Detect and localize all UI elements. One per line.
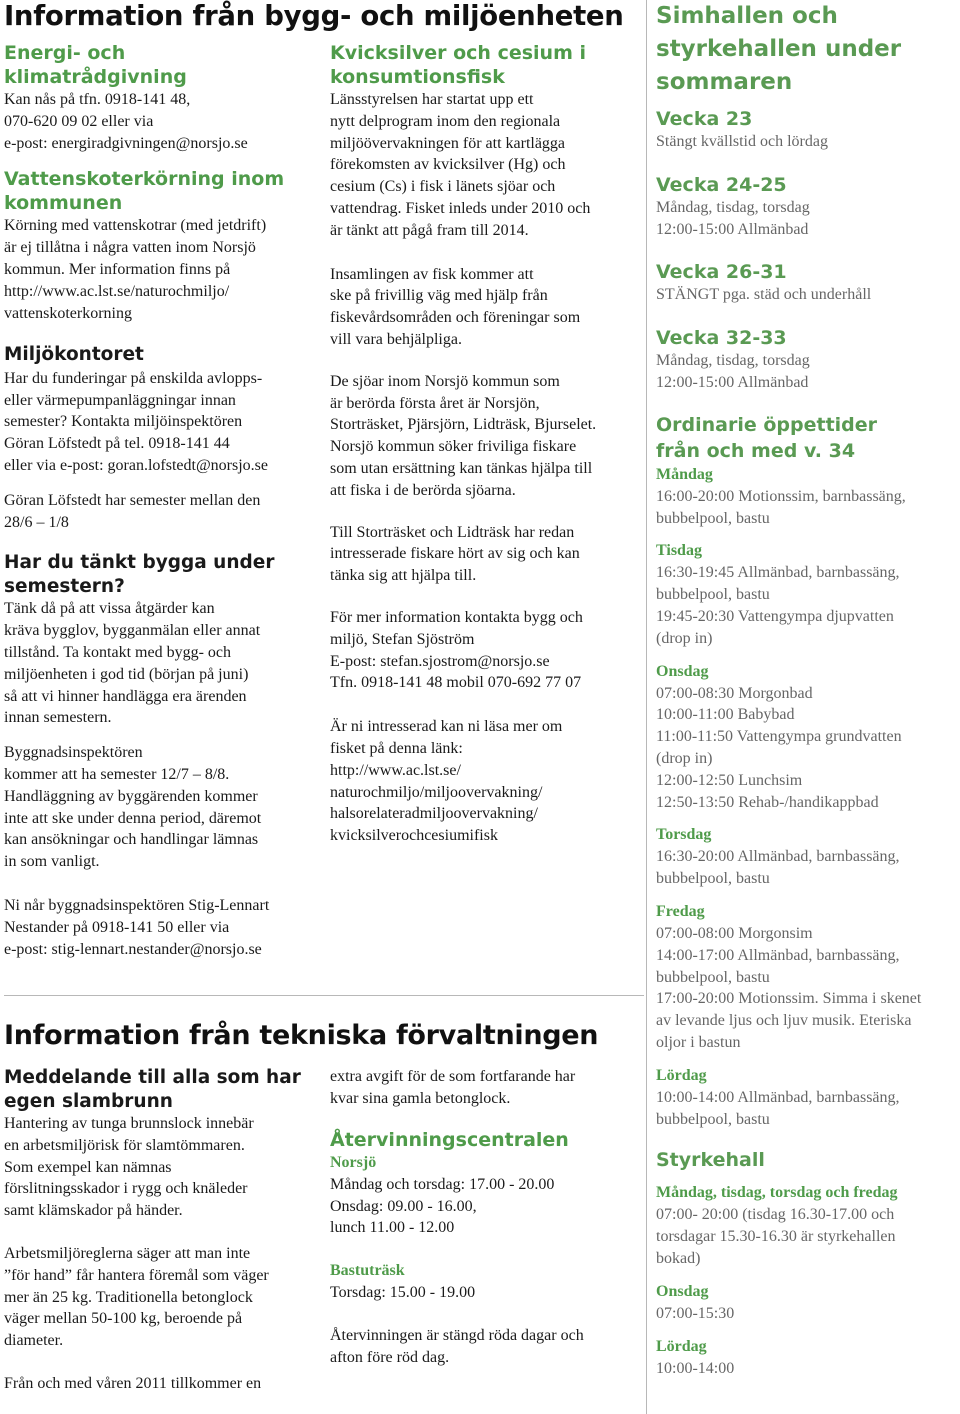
kvicksilver-contact: För mer information kontakta bygg och miljö, Stefan Sjöström E-post: stefan.sjostrom@norsjo.se Tfn. 0918-141 48 mobil 070-692 77 07: [330, 608, 583, 692]
bygg-column-middle: [330, 42, 645, 847]
day-label: Onsdag: [656, 1282, 709, 1300]
miljokontoret-semester: Göran Löfstedt har semester mellan den 28/6 – 1/8: [4, 491, 261, 531]
vattenskoter-body: Körning med vattenskotrar (med jetdrift) är ej tillåtna i några vatten inom Norsjö kommun. Mer information finns på http://www.ac.lst.se/naturochmiljo/ vattenskoterkorning: [4, 217, 267, 322]
slam-p4: extra avgift för de som fortfarande har kvar sina gamla betonglock.: [330, 1068, 576, 1107]
teknik-column-left: [4, 1066, 324, 1395]
sim-day: [656, 540, 960, 649]
slam-p3: Från och med våren 2011 tillkommer en: [4, 1374, 262, 1392]
day-label: Torsdag: [656, 826, 712, 844]
styrkehall-days: Måndag, tisdag, torsdag och fredag: [656, 1184, 898, 1202]
week-label: Vecka 32-33: [656, 327, 787, 350]
norsjo-label: Norsjö: [330, 1154, 377, 1172]
week-text: STÄNGT pga. städ och underhåll: [656, 286, 872, 304]
day-text: 10:00-14:00 Allmänbad, barnbassäng, bubbelpool, bastu: [656, 1088, 900, 1128]
day-label: Lördag: [656, 1337, 707, 1355]
kvicksilver-p3: De sjöar inom Norsjö kommun som är berörda första året är Norsjön, Storträsket, Pjärsjörn, Lidträsk, Bjurselet. Norsjö kommun söker friviliga fiskare som utan ersättning kan tänkas hjälpa till att fiska i de berörda sjöarna.: [330, 372, 597, 499]
kvicksilver-heading: Kvicksilver och cesium i konsumtionsfisk: [330, 42, 586, 88]
vattenskoter-heading: Vattenskoterkörning inom kommunen: [4, 168, 285, 214]
sim-week: [656, 107, 960, 153]
day-label: Lördag: [656, 1066, 707, 1084]
bygga-semester: Byggnadsinspektören kommer att ha semester 12/7 – 8/8. Handläggning av byggärenden kommer inte att ske under denna period, däremot kan ansökningar och handlingar lämnas in som vanligt.: [4, 744, 262, 871]
day-text: 07:00-15:30: [656, 1304, 735, 1322]
sim-week: [656, 326, 960, 394]
day-text: 16:00-20:00 Motionssim, barnbassäng, bubbelpool, bastu: [656, 487, 906, 527]
bygga-contact: Ni når byggnadsinspektören Stig-Lennart Nestander på 0918-141 50 eller via e-post: stig-lennart.nestander@norsjo.se: [4, 897, 270, 958]
kvicksilver-p2: Insamlingen av fisk kommer att ske på frivillig väg med hjälp från fiskevårdsområden och föreningar som vill vara behjälpliga.: [330, 265, 581, 348]
sim-day: [656, 1065, 960, 1131]
slam-heading: Meddelande till alla som har egen slambrunn: [4, 1067, 301, 1112]
bygga-body: Tänk då på att vissa åtgärder kan kräva bygglov, bygganmälan eller annat tillstånd. Ta kontakt med bygg- och miljöenheten i god tid (början på juni) så att vi hinner handlägga era ärenden innan semestern.: [4, 600, 261, 727]
teknik-title: Information från tekniska förvaltningen: [4, 1020, 599, 1051]
sim-week: [656, 260, 960, 306]
basturask-hours: Torsdag: 15.00 - 19.00: [330, 1284, 476, 1302]
sim-column: [656, 0, 960, 1379]
section-divider: [4, 995, 644, 996]
day-text: 07:00-08:30 Morgonbad 10:00-11:00 Babybad 11:00-11:50 Vattengympa grundvatten (drop in) 12:00-12:50 Lunchsim 12:50-13:50 Rehab-/handikappbad: [656, 684, 902, 811]
week-label: Vecka 24-25: [656, 173, 787, 196]
day-label: Tisdag: [656, 542, 702, 560]
miljokontoret-body: Har du funderingar på enskilda avlopps- eller värmepumpanläggningar innan semester? Kontakta miljöinspektören Göran Löfstedt på tel. 0918-141 44 eller via e-post: goran.lofstedt@norsjo.se: [4, 369, 268, 475]
styrkehall-hours: 07:00- 20:00 (tisdag 16.30-17.00 och torsdagar 15.30-16.30 är styrkehallen bokad): [656, 1206, 896, 1267]
sim-title: Simhallen och styrkehallen under sommaren: [656, 3, 902, 95]
sim-day: [656, 464, 960, 530]
teknik-column-right: [330, 1066, 645, 1368]
bygg-column-left: [4, 42, 314, 960]
week-label: Vecka 23: [656, 108, 753, 130]
atervinning-heading: Återvinningscentralen: [330, 1128, 569, 1151]
sim-day: [656, 1281, 960, 1325]
kvicksilver-p1: Länsstyrelsen har startat upp ett nytt delprogram inom den regionala miljöövervakningen för att kartlägga förekomsten av kvicksilver (Hg) och cesium (Cs) i fisk i länets sjöar och vattendrag. Fisket inleds under 2010 och är tänkt att pågå fram till 2014.: [330, 91, 591, 239]
day-text: 16:30-19:45 Allmänbad, barnbassäng, bubbelpool, bastu 19:45-20:30 Vattengympa djupvatten (drop in): [656, 564, 900, 647]
week-text: Stängt kvällstid och lördag: [656, 133, 828, 150]
day-label: Måndag: [656, 465, 713, 483]
day-text: 07:00-08:00 Morgonsim 14:00-17:00 Allmänbad, barnbassäng, bubbelpool, bastu 17:00-20:00 Motionssim. Simma i skenet av levande ljus och ljuv musik. Eteriska oljor i bastun: [656, 924, 922, 1051]
sim-week: [656, 173, 960, 241]
week-label: Vecka 26-31: [656, 261, 787, 284]
bygg-title: Information från bygg- och miljöenheten: [4, 0, 624, 32]
norsjo-hours: Måndag och torsdag: 17.00 - 20.00 Onsdag: 09.00 - 16.00, lunch 11.00 - 12.00: [330, 1175, 555, 1237]
ordinarie-heading: Ordinarie öppettider från och med v. 34: [656, 413, 878, 462]
kvicksilver-link: Är ni intresserad kan ni läsa mer om fisket på denna länk: http://www.ac.lst.se/ naturochmiljo/miljoovervakning/ halsorelateradmiljoovervakning/ kvicksilverochcesiumifisk: [330, 718, 563, 845]
sim-day: [656, 824, 960, 890]
week-text: Måndag, tisdag, torsdag 12:00-15:00 Allmänbad: [656, 352, 810, 391]
slam-p2: Arbetsmiljöreglerna säger att man inte ”för hand” får hantera föremål som väger mer än 25 kg. Traditionella betonglock väger mellan 50-100 kg, beroende på diameter.: [4, 1244, 269, 1350]
week-text: Måndag, tisdag, torsdag 12:00-15:00 Allmänbad: [656, 198, 810, 238]
bygga-heading: Har du tänkt bygga under semestern?: [4, 552, 275, 597]
day-label: Fredag: [656, 902, 705, 920]
sim-day: [656, 661, 960, 814]
styrkehall-heading: Styrkehall: [656, 1149, 765, 1172]
day-text: 16:30-20:00 Allmänbad, barnbassäng, bubbelpool, bastu: [656, 848, 900, 888]
sim-day: [656, 1336, 960, 1380]
energi-heading: Energi- och klimatrådgivning: [4, 42, 187, 88]
day-text: 10:00-14:00: [656, 1359, 735, 1377]
day-label: Onsdag: [656, 662, 709, 680]
kvicksilver-p4: Till Storträsket och Lidträsk har redan intresserade fiskare hört av sig och kan tänka sig att hjälpa till.: [330, 523, 580, 585]
column-divider: [646, 0, 647, 1414]
atervinning-note: Återvinningen är stängd röda dagar och afton före röd dag.: [330, 1326, 584, 1366]
sim-day: [656, 901, 960, 1054]
slam-p1: Hantering av tunga brunnslock innebär en arbetsmiljörisk för slamtömmaren. Som exempel kan nämnas förslitningsskador i rygg och knäleder samt klämskador på händer.: [4, 1115, 254, 1220]
miljokontoret-heading: Miljökontoret: [4, 344, 144, 366]
energi-body: Kan nås på tfn. 0918-141 48, 070-620 09 02 eller via e-post: energiradgivningen@norsjo.se: [4, 91, 248, 152]
basturask-label: Bastuträsk: [330, 1262, 405, 1280]
